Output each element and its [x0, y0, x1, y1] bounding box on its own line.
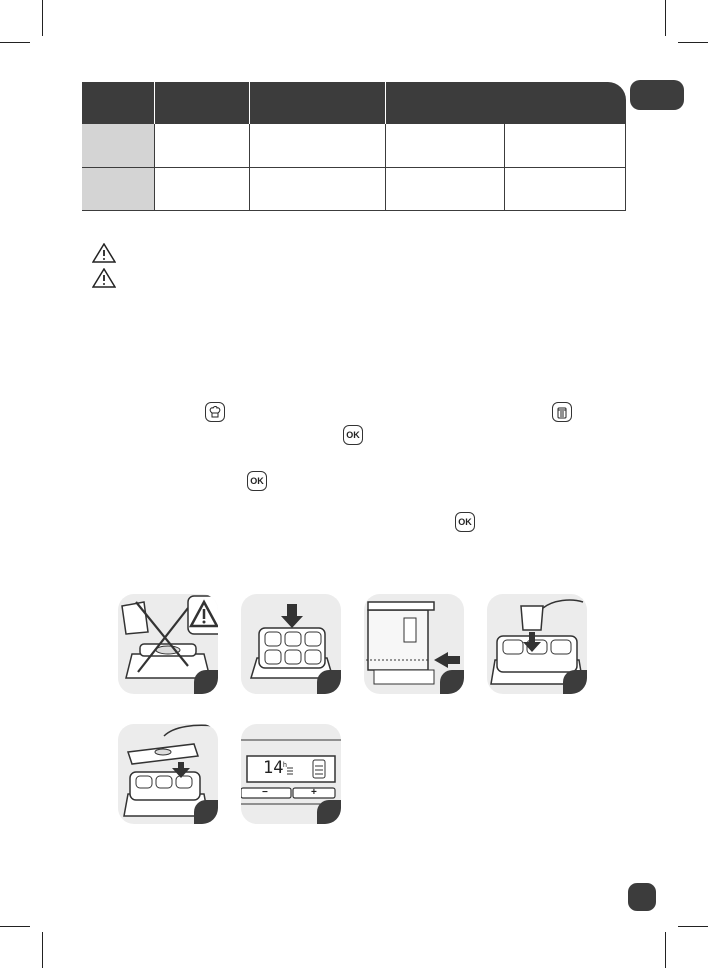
- crop-mark: [0, 926, 30, 927]
- crop-mark: [678, 42, 708, 43]
- step-4-illustration: [487, 594, 587, 694]
- step-number-badge: [440, 670, 464, 694]
- table-row: [82, 168, 626, 211]
- step-number-badge: [563, 670, 587, 694]
- ok-button-icon: OK: [455, 512, 475, 532]
- step-number-badge: [194, 800, 218, 824]
- step-5-illustration: [118, 724, 218, 824]
- warning-triangle-icon: [92, 268, 116, 288]
- crop-mark: [678, 926, 708, 927]
- ok-button-icon: OK: [247, 471, 267, 491]
- chef-hat-icon: [205, 402, 225, 422]
- step-number-badge: [194, 670, 218, 694]
- step-1-illustration: [118, 594, 218, 694]
- crop-mark: [0, 42, 30, 43]
- table-row: [82, 124, 626, 167]
- crop-mark: [42, 0, 43, 36]
- settings-table: [82, 82, 626, 212]
- table-header: [82, 82, 626, 124]
- yogurt-jar-icon: [552, 402, 572, 422]
- row-label: [82, 124, 154, 167]
- row-label: [82, 168, 154, 211]
- crop-mark: [665, 0, 666, 36]
- display-time-unit: h: [283, 762, 287, 769]
- warning-triangle-icon: [92, 243, 116, 263]
- plus-button: +: [311, 787, 317, 798]
- step-number-badge: [317, 800, 341, 824]
- step-2-illustration: [241, 594, 341, 694]
- page-number-badge: [628, 883, 656, 911]
- ok-button-icon: OK: [343, 425, 363, 445]
- language-tab: [630, 80, 684, 110]
- display-time-value: 14: [263, 758, 284, 778]
- crop-mark: [665, 932, 666, 968]
- crop-mark: [42, 932, 43, 968]
- step-6-illustration: [241, 724, 341, 824]
- minus-button: −: [262, 787, 268, 798]
- step-number-badge: [317, 670, 341, 694]
- step-3-illustration: [364, 594, 464, 694]
